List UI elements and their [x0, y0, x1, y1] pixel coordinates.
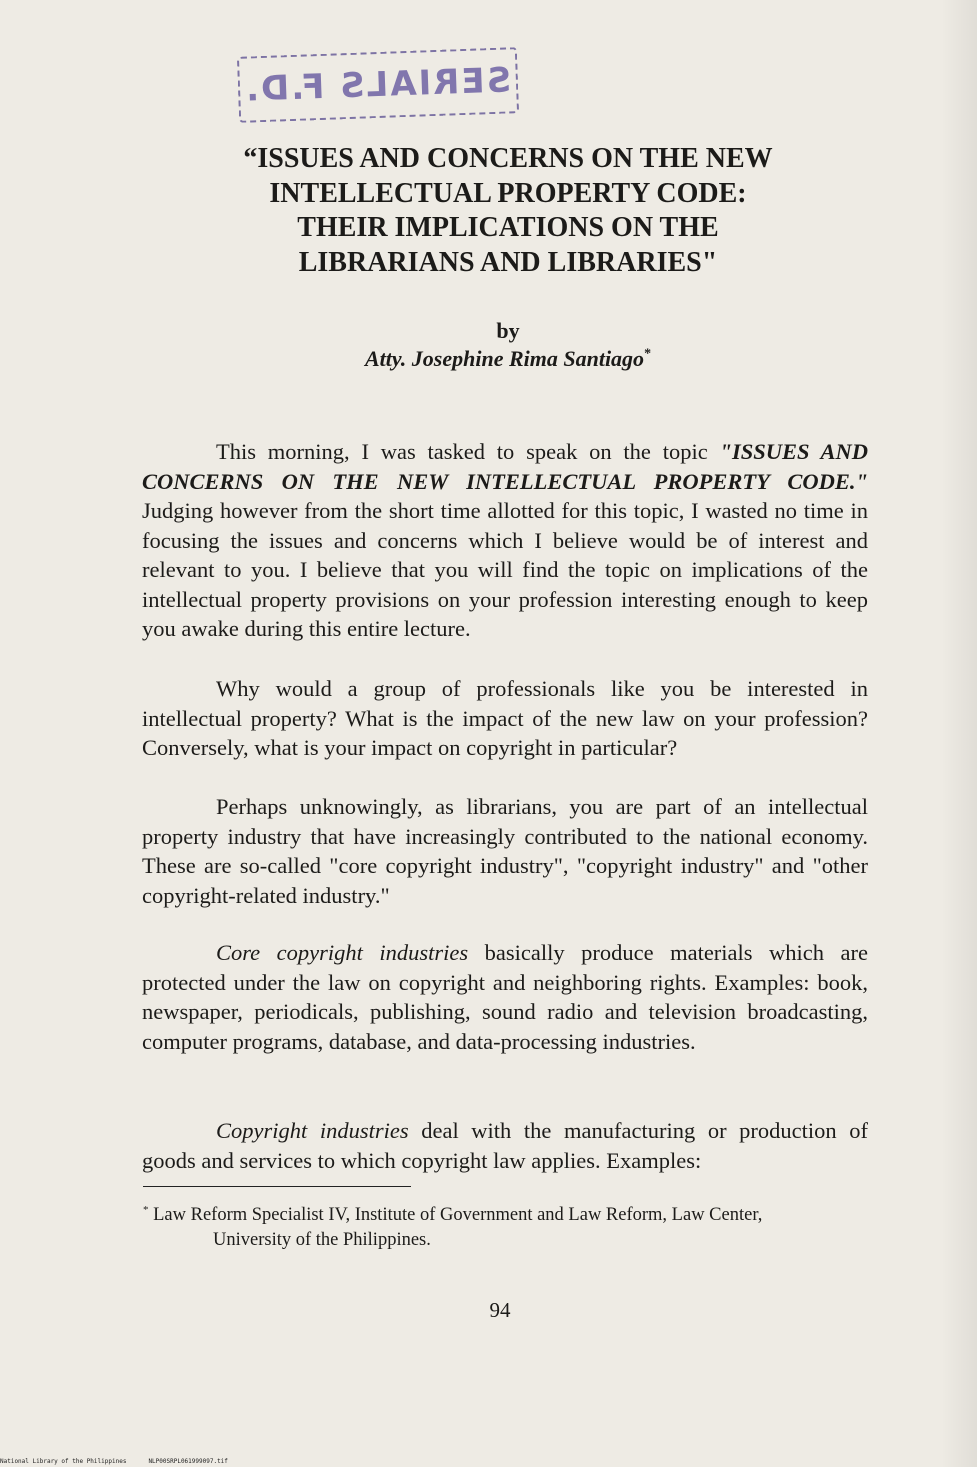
intro-topic-emphasis: "ISSUES AND CONCERNS ON THE NEW INTELLECTUAL PROPERTY CODE." [142, 439, 868, 494]
author-footnote-mark: * [644, 346, 652, 362]
archive-library: National Library of the Philippines [0, 1458, 127, 1465]
industries-text: Perhaps unknowingly, as librarians, you are part of an intellectual property industry that have increasingly contributed to the national economy. These are so-called "core copyright industry", "copyright industry" and "other copyright-related industry." [142, 794, 868, 908]
title-line: INTELLECTUAL PROPERTY CODE: [269, 177, 747, 209]
paragraph-copyright-industries [142, 1116, 868, 1175]
footnote-rule [143, 1186, 411, 1187]
core-copyright-term: Core copyright industries [216, 940, 469, 965]
page-number: 94 [489, 1298, 511, 1322]
article-title [140, 142, 876, 280]
footnote-mark: * [143, 1204, 149, 1216]
title-line: THEIR IMPLICATIONS ON THE [297, 212, 719, 243]
intro-text: This morning, I was tasked to speak on the topic [216, 439, 720, 464]
paragraph-core-copyright [142, 938, 868, 1056]
title-line: “ISSUES AND CONCERNS ON THE NEW [243, 143, 773, 174]
copyright-industries-term: Copyright industries [216, 1118, 409, 1143]
byline-by: by [496, 318, 520, 343]
serials-stamp [237, 47, 519, 123]
copyright-industries-text: deal with the manufacturing or production of goods and services to which copyright law applies. Examples: [142, 1118, 868, 1173]
paragraph-industries [142, 792, 868, 910]
author-name: Atty. Josephine Rima Santiago [364, 346, 645, 371]
footnote-line-2: University of the Philippines. [213, 1230, 431, 1251]
core-copyright-text: basically produce materials which are protected under the law on copyright and neighboring rights. Examples: book, newspaper, periodicals, publishing, sound radio and television broadcasting, computer programs, database, and data-processing industries. [142, 940, 868, 1054]
paragraph-questions [142, 674, 868, 763]
archive-footer [0, 1458, 228, 1465]
intro-rest: Judging however from the short time allotted for this topic, I wasted no time in focusing the issues and concerns which I believe would be of interest and relevant to you. I believe that you will find the topic on implications of the intellectual property provisions on your profession interesting enough to keep you awake during this entire lecture. [142, 498, 868, 641]
questions-text: Why would a group of professionals like you be interested in intellectual property? What is the impact of the new law on your profession? Conversely, what is your impact on copyright in particular? [142, 676, 868, 760]
stamp-text: SERIALS F.D. [243, 60, 513, 110]
footnote-line-1: Law Reform Specialist IV, Institute of Government and Law Reform, Law Center, [153, 1205, 763, 1226]
page-edge-shadow [941, 0, 977, 1467]
paragraph-intro [142, 437, 868, 644]
archive-file: NLP00SRPL061999097.tif [148, 1458, 228, 1465]
footnote [143, 1198, 863, 1253]
byline-author [140, 346, 876, 372]
title-line: LIBRARIANS AND LIBRARIES" [298, 246, 718, 278]
